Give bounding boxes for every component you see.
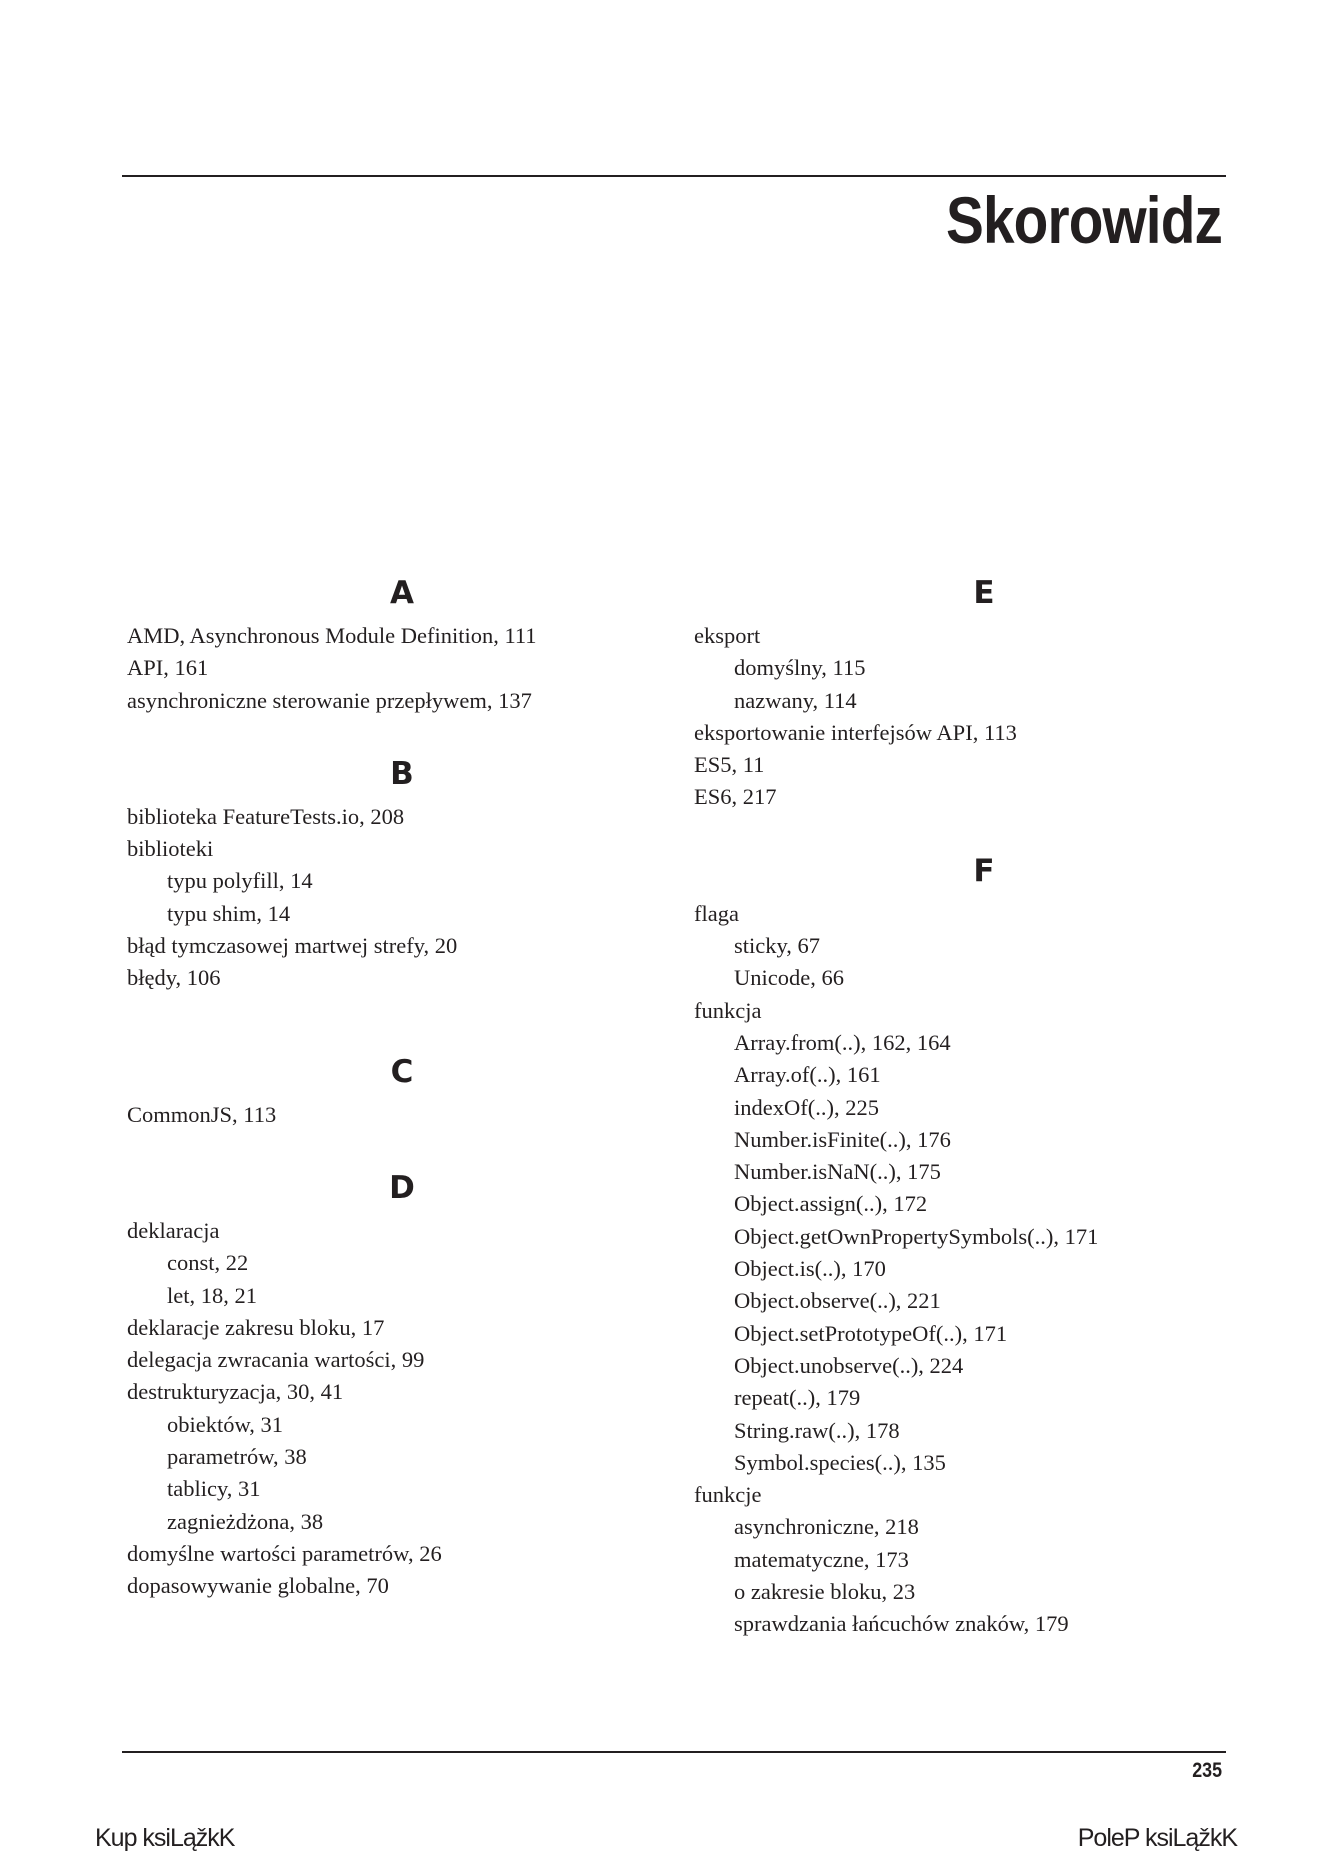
section-spacer — [127, 1131, 637, 1163]
index-column-right — [694, 568, 1234, 1641]
index-subentry: sticky, 67 — [734, 933, 821, 959]
index-subentry: indexOf(..), 225 — [734, 1094, 879, 1120]
index-entry: eksportowanie interfejsów API, 113 — [694, 719, 1017, 745]
section-letter-b: B — [390, 755, 414, 792]
index-entry: deklaracja — [127, 1217, 220, 1243]
index-entry: asynchroniczne sterowanie przepływem, 137 — [127, 687, 532, 713]
index-entry: AMD, Asynchronous Module Definition, 111 — [127, 623, 537, 648]
index-subentry: Object.getOwnPropertySymbols(..), 171 — [734, 1223, 1099, 1249]
index-subentry: Array.from(..), 162, 164 — [734, 1029, 951, 1055]
index-subentry: domyślny, 115 — [734, 655, 866, 681]
index-subentry: Array.of(..), 161 — [734, 1062, 881, 1088]
index-subentry: nazwany, 114 — [734, 687, 857, 713]
section-spacer — [694, 814, 1234, 846]
index-subentry: Object.setPrototypeOf(..), 171 — [734, 1320, 1008, 1346]
index-subentry: String.raw(..), 178 — [734, 1417, 900, 1443]
index-subentry: typu shim, 14 — [167, 900, 291, 926]
section-letter-c: C — [390, 1053, 414, 1090]
index-entry: deklaracje zakresu bloku, 17 — [127, 1314, 385, 1340]
index-entry: CommonJS, 113 — [127, 1101, 277, 1127]
index-subentry: Object.observe(..), 221 — [734, 1288, 941, 1314]
section-spacer — [127, 717, 637, 749]
index-subentry: sprawdzania łańcuchów znaków, 179 — [734, 1611, 1069, 1637]
index-subentry: obiektów, 31 — [167, 1411, 284, 1437]
index-entry: domyślne wartości parametrów, 26 — [127, 1540, 442, 1566]
index-entry: delegacja zwracania wartości, 99 — [127, 1347, 425, 1373]
index-entry: funkcja — [694, 997, 762, 1023]
index-subentry: asynchroniczne, 218 — [734, 1514, 919, 1540]
index-subentry: let, 18, 21 — [167, 1282, 257, 1308]
page-number: 235 — [1192, 1759, 1222, 1782]
index-subentry: Number.isFinite(..), 176 — [734, 1126, 951, 1152]
index-subentry: o zakresie bloku, 23 — [734, 1579, 916, 1605]
index-entry: biblioteki — [127, 836, 214, 862]
index-subentry: typu polyfill, 14 — [167, 868, 313, 894]
section-letter-e: E — [973, 575, 995, 611]
index-subentry: const, 22 — [167, 1250, 249, 1276]
index-entry: błędy, 106 — [127, 965, 221, 991]
index-subentry: matematyczne, 173 — [734, 1546, 909, 1572]
index-entry: flaga — [694, 900, 739, 926]
section-letter-d: D — [389, 1169, 415, 1206]
index-column-left — [127, 568, 637, 1603]
index-entry: biblioteka FeatureTests.io, 208 — [127, 803, 405, 829]
index-subentry: Symbol.species(..), 135 — [734, 1449, 946, 1475]
index-entry: ES6, 217 — [694, 784, 777, 810]
footer-recommend-link[interactable]: PoleP ksiLąžkK — [1077, 1824, 1237, 1852]
section-letter-a: A — [390, 575, 414, 611]
index-subentry: parametrów, 38 — [167, 1444, 307, 1470]
chapter-title: Skorowidz — [945, 183, 1222, 257]
bottom-rule — [122, 1751, 1226, 1753]
index-subentry: tablicy, 31 — [167, 1476, 261, 1502]
index-subentry: Object.assign(..), 172 — [734, 1191, 928, 1217]
index-entry: ES5, 11 — [694, 752, 765, 778]
index-entry: funkcje — [694, 1482, 762, 1508]
index-entry: błąd tymczasowej martwej strefy, 20 — [127, 933, 458, 959]
index-entry: dopasowywanie globalne, 70 — [127, 1573, 389, 1599]
index-subentry: repeat(..), 179 — [734, 1385, 861, 1411]
index-entry: eksport — [694, 623, 761, 648]
index-subentry: zagnieżdżona, 38 — [167, 1508, 324, 1534]
footer-buy-link[interactable]: Kup ksiLąžkK — [95, 1824, 235, 1852]
index-subentry: Object.is(..), 170 — [734, 1256, 886, 1282]
index-entry: API, 161 — [127, 655, 209, 681]
index-subentry: Unicode, 66 — [734, 965, 844, 991]
index-subentry: Number.isNaN(..), 175 — [734, 1159, 941, 1185]
section-letter-f: F — [973, 852, 995, 889]
section-spacer — [127, 995, 637, 1047]
index-entry: destrukturyzacja, 30, 41 — [127, 1379, 344, 1405]
index-subentry: Object.unobserve(..), 224 — [734, 1352, 964, 1378]
